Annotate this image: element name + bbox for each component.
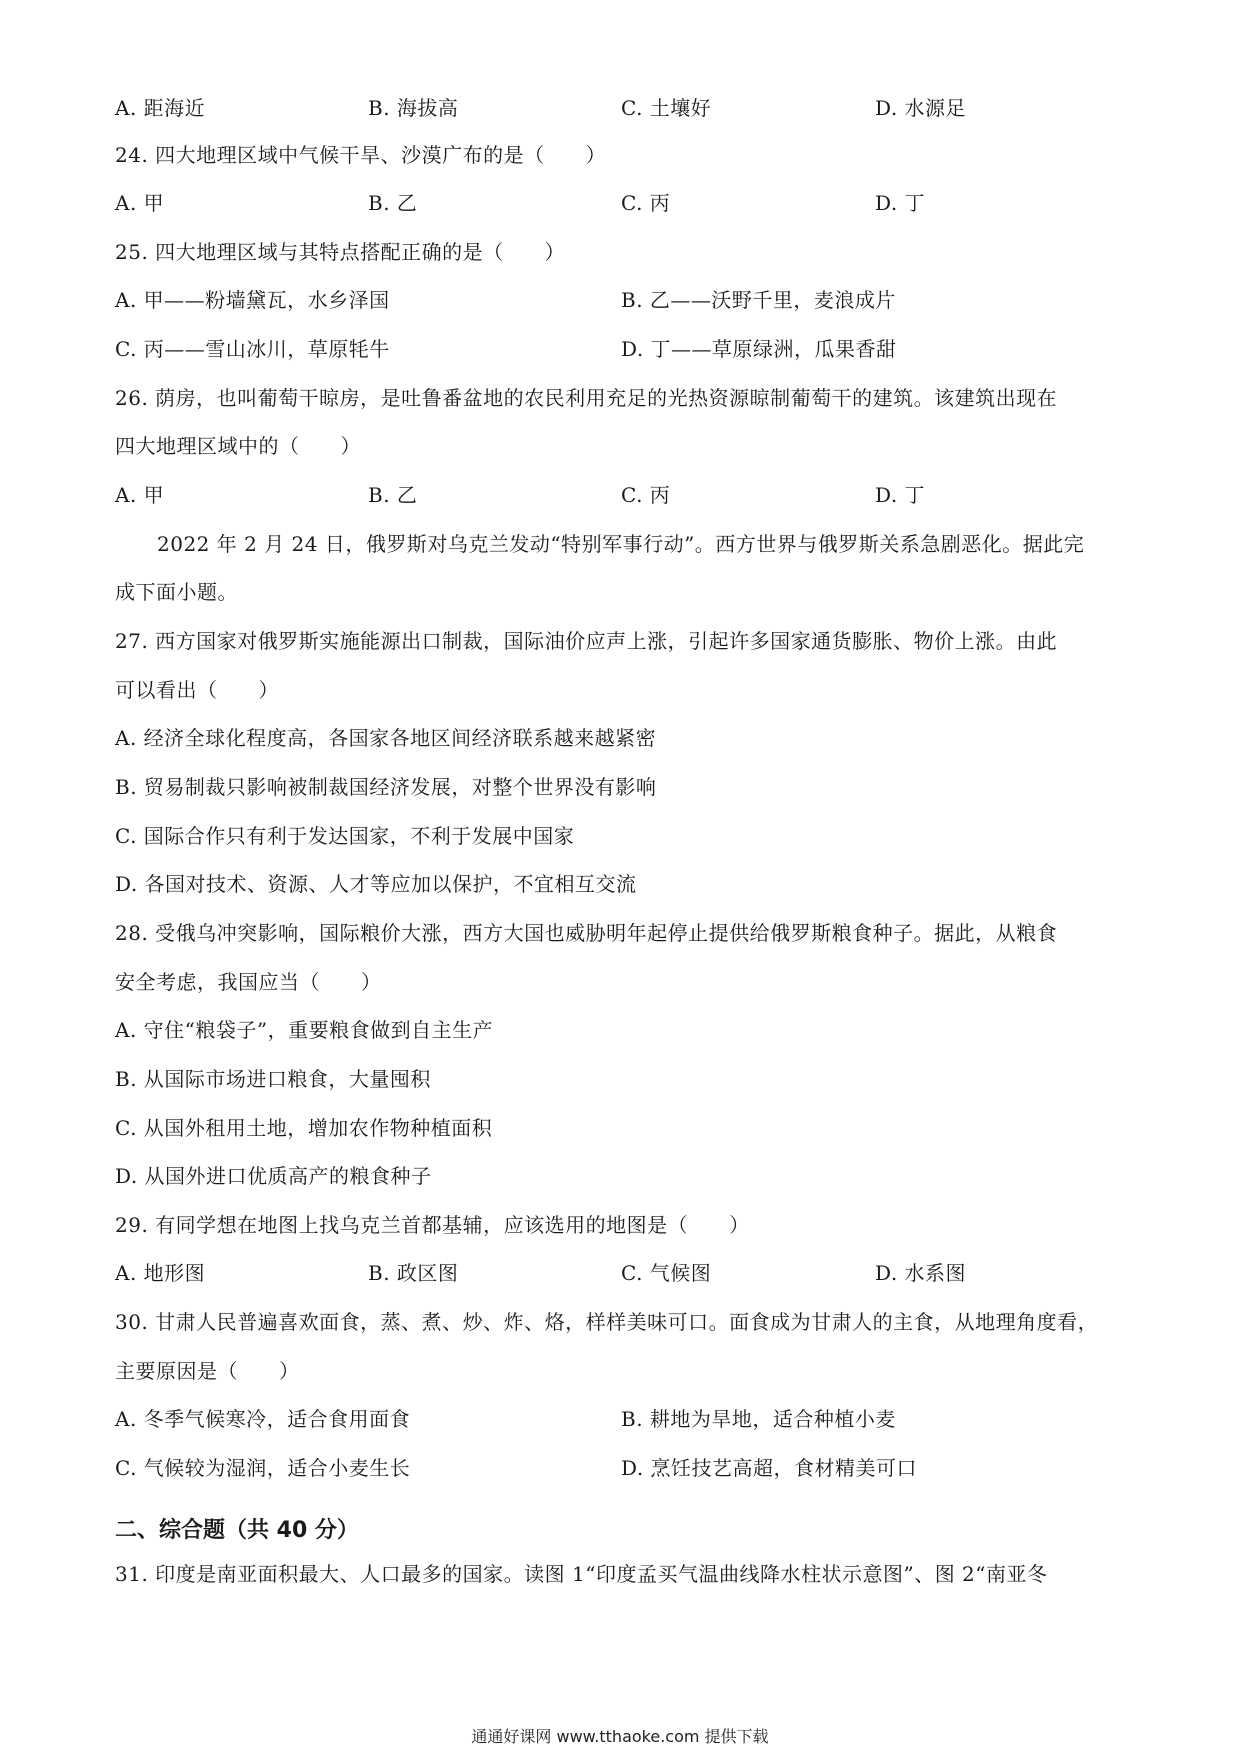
q29-option-c: C. 气候图 [621,1261,712,1285]
q25-option-d: D. 丁——草原绿洲，瓜果香甜 [621,337,897,361]
q26-stem-line1: 26. 荫房，也叫葡萄干晾房，是吐鲁番盆地的农民利用充足的光热资源晾制葡萄干的建筑。该建筑出现在 [115,386,1058,410]
q25-option-b: B. 乙——沃野千里，麦浪成片 [621,288,896,312]
q30-option-b: B. 耕地为旱地，适合种植小麦 [621,1407,896,1431]
q23-option-a: A. 距海近 [115,96,206,120]
intro-line2: 成下面小题。 [115,580,238,604]
q25-option-c: C. 丙——雪山冰川，草原牦牛 [115,337,390,361]
q30-option-d: D. 烹饪技艺高超，食材精美可口 [621,1456,918,1480]
q29-option-b: B. 政区图 [368,1261,459,1285]
q27-option-b: B. 贸易制裁只影响被制裁国经济发展，对整个世界没有影响 [115,775,657,799]
q27-stem-line2: 可以看出（ ） [115,678,279,702]
q27-stem-line1: 27. 西方国家对俄罗斯实施能源出口制裁，国际油价应声上涨，引起许多国家通货膨胀、物价上涨。由此 [115,629,1058,653]
q28-option-b: B. 从国际市场进口粮食，大量囤积 [115,1067,431,1091]
q28-option-c: C. 从国外租用土地，增加农作物种植面积 [115,1116,493,1140]
q24-option-a: A. 甲 [115,191,165,215]
intro-line1: 2022 年 2 月 24 日，俄罗斯对乌克兰发动“特别军事行动”。西方世界与俄罗斯关系急剧恶化。据此完 [157,532,1085,556]
q28-stem-line1: 28. 受俄乌冲突影响，国际粮价大涨，西方大国也威胁明年起停止提供给俄罗斯粮食种子。据此，从粮食 [115,921,1058,945]
q30-stem-line1: 30. 甘肃人民普遍喜欢面食，蒸、煮、炒、炸、烙，样样美味可口。面食成为甘肃人的主食，从地理角度看， [115,1310,1099,1334]
q25-stem: 25. 四大地理区域与其特点搭配正确的是（ ） [115,240,566,264]
q27-option-d: D. 各国对技术、资源、人才等应加以保护，不宜相互交流 [115,872,637,896]
q29-option-d: D. 水系图 [875,1261,967,1285]
q23-option-c: C. 土壤好 [621,96,712,120]
q30-option-a: A. 冬季气候寒冷，适合食用面食 [115,1407,411,1431]
q26-option-a: A. 甲 [115,483,165,507]
q23-option-d: D. 水源足 [875,96,967,120]
q26-option-c: C. 丙 [621,483,671,507]
q24-option-d: D. 丁 [875,191,926,215]
page-footer: 通通好课网 www.tthaoke.com 提供下载 [471,1727,769,1746]
q27-option-a: A. 经济全球化程度高，各国家各地区间经济联系越来越紧密 [115,726,657,750]
q25-option-a: A. 甲——粉墙黛瓦，水乡泽国 [115,288,390,312]
q31-stem-line1: 31. 印度是南亚面积最大、人口最多的国家。读图 1“印度孟买气温曲线降水柱状示意图”、图 2“南亚冬 [115,1562,1048,1586]
q24-option-b: B. 乙 [368,191,418,215]
section-title: 二、综合题（共 40 分） [115,1518,359,1543]
q24-option-c: C. 丙 [621,191,671,215]
q26-stem-line2: 四大地理区域中的（ ） [115,434,361,458]
q23-option-b: B. 海拔高 [368,96,459,120]
q29-stem: 29. 有同学想在地图上找乌克兰首都基辅，应该选用的地图是（ ） [115,1213,750,1237]
q26-option-d: D. 丁 [875,483,926,507]
q28-option-d: D. 从国外进口优质高产的粮食种子 [115,1164,432,1188]
q30-stem-line2: 主要原因是（ ） [115,1359,300,1383]
q29-option-a: A. 地形图 [115,1261,206,1285]
q24-stem: 24. 四大地理区域中气候干旱、沙漠广布的是（ ） [115,143,607,167]
q27-option-c: C. 国际合作只有利于发达国家，不利于发展中国家 [115,824,575,848]
q26-option-b: B. 乙 [368,483,418,507]
q30-option-c: C. 气候较为湿润，适合小麦生长 [115,1456,411,1480]
q28-stem-line2: 安全考虑，我国应当（ ） [115,970,382,994]
q28-option-a: A. 守住“粮袋子”，重要粮食做到自主生产 [115,1018,494,1042]
